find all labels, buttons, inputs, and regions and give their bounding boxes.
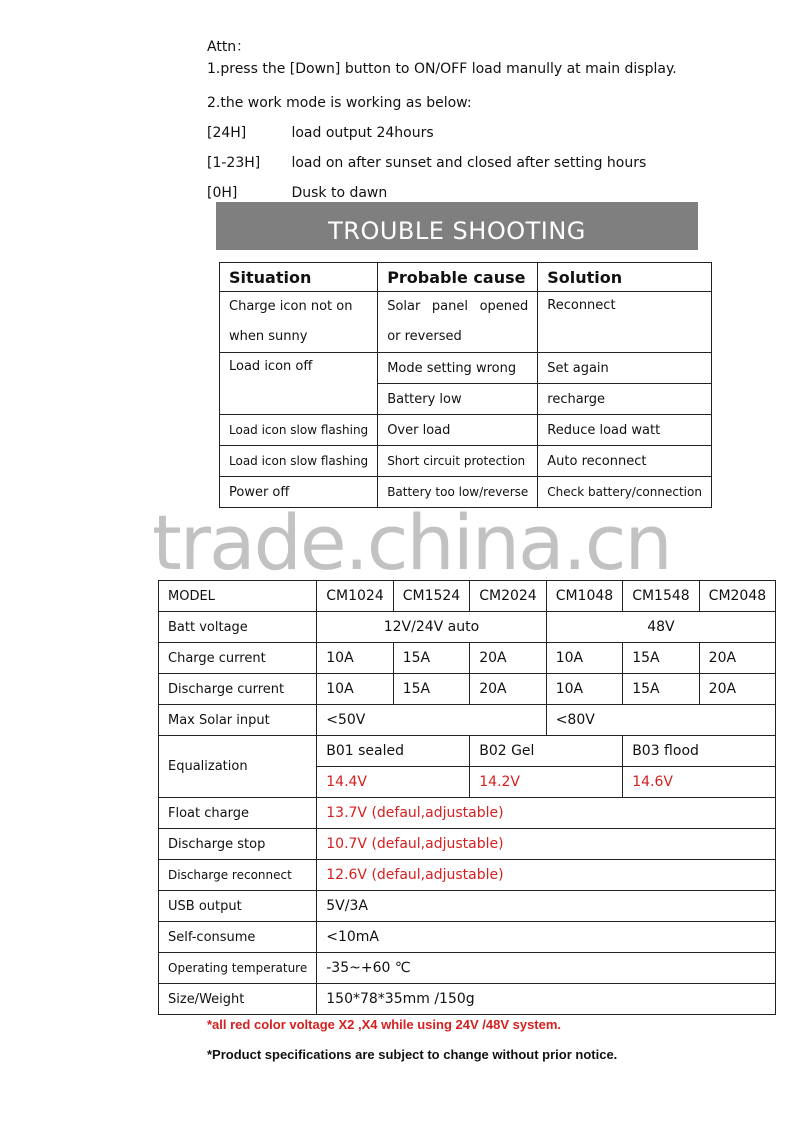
- trouble-shooting-banner: TROUBLE SHOOTING: [216, 202, 698, 250]
- spec-label: Discharge stop: [159, 829, 317, 860]
- spec-label: Size/Weight: [159, 984, 317, 1015]
- spec-row-model: [159, 581, 776, 612]
- spec-row-max-solar: [159, 705, 776, 736]
- spec-row-batt-voltage: [159, 612, 776, 643]
- mode-desc: load output 24hours: [291, 125, 434, 141]
- spec-label: Self-consume: [159, 922, 317, 953]
- spec-row-size-weight: [159, 984, 776, 1015]
- spec-value: 150*78*35mm /150g: [317, 984, 776, 1015]
- equalization-value: 14.2V: [470, 767, 623, 798]
- spec-value: -35~+60 ℃: [317, 953, 776, 984]
- model-cell: CM2048: [699, 581, 775, 612]
- header-solution: Solution: [538, 263, 712, 292]
- watermark: trade.china.cn: [152, 498, 671, 587]
- spec-row-equalization-types: [159, 736, 776, 767]
- disclaimer-note: *Product specifications are subject to change without prior notice.: [207, 1047, 618, 1062]
- cause-cell: Battery low: [378, 384, 538, 415]
- situation-cell: Load icon slow flashing: [220, 415, 378, 446]
- spec-value: 10A: [317, 643, 393, 674]
- attn-line-2: 2.the work mode is working as below:: [207, 95, 472, 111]
- spec-value: 13.7V (defaul,adjustable): [317, 798, 776, 829]
- spec-row-float-charge: [159, 798, 776, 829]
- solution-cell: recharge: [538, 384, 712, 415]
- table-header-row: [220, 263, 712, 292]
- spec-label: Float charge: [159, 798, 317, 829]
- spec-value: 48V: [546, 612, 775, 643]
- spec-label: USB output: [159, 891, 317, 922]
- solution-cell: Reduce load watt: [538, 415, 712, 446]
- spec-value: <10mA: [317, 922, 776, 953]
- spec-value: 20A: [470, 674, 546, 705]
- spec-value: <80V: [546, 705, 775, 736]
- spec-value: 10A: [317, 674, 393, 705]
- header-situation: Situation: [220, 263, 378, 292]
- spec-value: 20A: [699, 643, 775, 674]
- equalization-value: 14.4V: [317, 767, 470, 798]
- spec-value: 10.7V (defaul,adjustable): [317, 829, 776, 860]
- mode-24h: [207, 118, 677, 148]
- equalization-type: B01 sealed: [317, 736, 470, 767]
- situation-cell: Load icon slow flashing: [220, 446, 378, 477]
- table-row: [220, 446, 712, 477]
- model-cell: CM1524: [393, 581, 469, 612]
- spec-value: 20A: [699, 674, 775, 705]
- red-voltage-note: *all red color voltage X2 ,X4 while using 24V /48V system.: [207, 1017, 562, 1032]
- spec-value: 5V/3A: [317, 891, 776, 922]
- cause-cell: Mode setting wrong: [378, 353, 538, 384]
- situation-cell: Load icon off: [220, 353, 378, 415]
- attn-title: Attn：: [207, 39, 251, 55]
- spec-row-self-consume: [159, 922, 776, 953]
- solution-cell: Reconnect: [538, 292, 712, 353]
- spec-label: Max Solar input: [159, 705, 317, 736]
- cause-cell: Battery too low/reverse: [378, 477, 538, 508]
- equalization-type: B02 Gel: [470, 736, 623, 767]
- solution-cell: Auto reconnect: [538, 446, 712, 477]
- mode-desc: load on after sunset and closed after setting hours: [291, 155, 647, 171]
- spec-value: <50V: [317, 705, 546, 736]
- mode-key: [1-23H]: [207, 155, 261, 171]
- spec-label: Discharge current: [159, 674, 317, 705]
- spec-value: 15A: [623, 643, 699, 674]
- specification-table: [158, 580, 776, 1015]
- spec-row-discharge-current: [159, 674, 776, 705]
- model-cell: CM1024: [317, 581, 393, 612]
- attn-line-1: 1.press the [Down] button to ON/OFF load manully at main display.: [207, 61, 677, 77]
- trouble-shooting-table: [219, 262, 712, 508]
- header-cause: Probable cause: [378, 263, 538, 292]
- spec-row-charge-current: [159, 643, 776, 674]
- spec-value: 12.6V (defaul,adjustable): [317, 860, 776, 891]
- spec-value: 12V/24V auto: [317, 612, 546, 643]
- table-row: [220, 292, 712, 353]
- spec-value: 20A: [470, 643, 546, 674]
- cause-cell: Solar panel opened or reversed: [378, 292, 538, 353]
- situation-cell: Charge icon not on when sunny: [220, 292, 378, 353]
- spec-value: 10A: [546, 674, 622, 705]
- spec-value: 15A: [393, 643, 469, 674]
- spec-label: Equalization: [159, 736, 317, 798]
- spec-label: Operating temperature: [159, 953, 317, 984]
- spec-value: 10A: [546, 643, 622, 674]
- model-cell: CM2024: [470, 581, 546, 612]
- equalization-type: B03 flood: [623, 736, 776, 767]
- mode-desc: Dusk to dawn: [291, 185, 388, 201]
- spec-value: 15A: [623, 674, 699, 705]
- model-cell: CM1548: [623, 581, 699, 612]
- spec-row-discharge-stop: [159, 829, 776, 860]
- model-cell: CM1048: [546, 581, 622, 612]
- cause-cell: Short circuit protection: [378, 446, 538, 477]
- spec-label: Discharge reconnect: [159, 860, 317, 891]
- mode-key: [24H]: [207, 125, 247, 141]
- cause-cell: Over load: [378, 415, 538, 446]
- table-row: [220, 353, 712, 384]
- equalization-value: 14.6V: [623, 767, 776, 798]
- table-row: [220, 415, 712, 446]
- spec-value: 15A: [393, 674, 469, 705]
- spec-label: MODEL: [159, 581, 317, 612]
- spec-row-usb-output: [159, 891, 776, 922]
- spec-label: Charge current: [159, 643, 317, 674]
- spec-row-discharge-reconnect: [159, 860, 776, 891]
- spec-label: Batt voltage: [159, 612, 317, 643]
- attention-notes: [207, 36, 677, 208]
- mode-key: [0H]: [207, 185, 238, 201]
- spec-row-operating-temperature: [159, 953, 776, 984]
- solution-cell: Check battery/connection: [538, 477, 712, 508]
- situation-cell: Power off: [220, 477, 378, 508]
- mode-1-23h: [207, 148, 677, 178]
- solution-cell: Set again: [538, 353, 712, 384]
